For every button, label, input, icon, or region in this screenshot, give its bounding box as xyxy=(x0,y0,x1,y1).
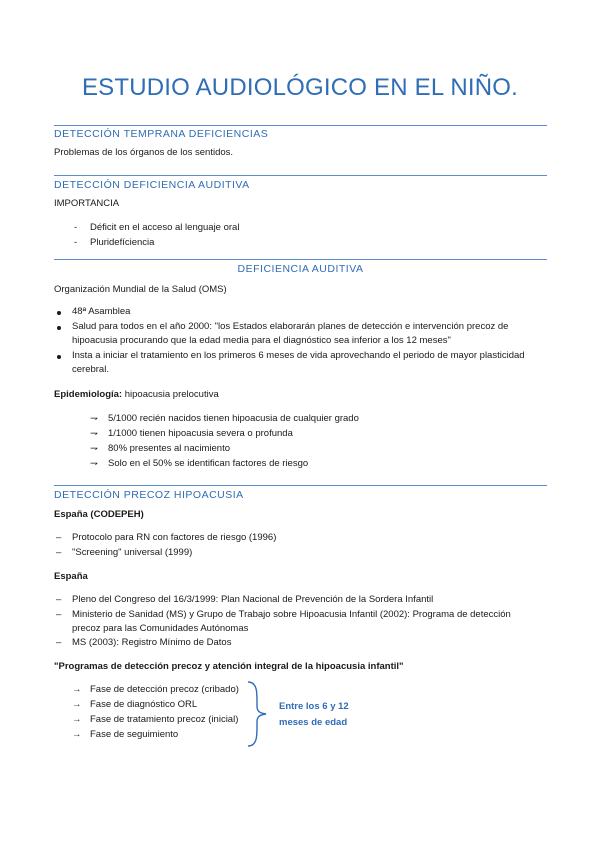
subheading-spain: España xyxy=(54,571,88,582)
dash-marker: – xyxy=(56,532,62,543)
list-item-continuation: precoz para las Comunidades Autónomas xyxy=(72,623,249,634)
dash-marker: – xyxy=(56,609,62,620)
right-arrow-icon: → xyxy=(72,729,82,740)
dash-marker: – xyxy=(56,637,62,648)
list-item: Pleno del Congreso del 16/3/1999: Plan Nacional de Prevención de la Sordera Infantil xyxy=(72,594,434,605)
curly-brace-icon xyxy=(244,680,270,748)
harpoon-arrow-icon: ⇁ xyxy=(90,428,98,439)
right-arrow-icon: → xyxy=(72,684,82,695)
list-item: Ministerio de Sanidad (MS) y Grupo de Trabajo sobre Hipoacusia Infantil (2002): Programa de detección xyxy=(72,609,511,620)
list-item: 1/1000 tienen hipoacusia severa o profunda xyxy=(108,428,293,439)
list-item: Insta a iniciar el tratamiento en los primeros 6 meses de vida aprovechando el periodo de mayor plasticidad xyxy=(72,350,525,361)
phase-item: Fase de detección precoz (cribado) xyxy=(90,684,239,695)
phase-item: Fase de tratamiento precoz (inicial) xyxy=(90,714,239,725)
dash-marker: – xyxy=(56,547,62,558)
list-item: MS (2003): Registro Mínimo de Datos xyxy=(72,637,232,648)
list-item: Salud para todos en el año 2000: "los Estados elaborarán planes de detección e intervención precoz de xyxy=(72,321,509,332)
epidemiology-label: Epidemiología: xyxy=(54,389,123,400)
epidemiology-text: hipoacusia prelocutiva xyxy=(122,389,219,400)
section-heading-deficiencia-auditiva: DEFICIENCIA AUDITIVA xyxy=(237,263,364,275)
list-item-continuation: cerebral. xyxy=(72,364,109,375)
subheading-spain-codepeh: España (CODEPEH) xyxy=(54,509,144,520)
list-item: Protocolo para RN con factores de riesgo (1996) xyxy=(72,532,277,543)
list-item: "Screening" universal (1999) xyxy=(72,547,193,558)
section-divider xyxy=(54,485,547,486)
list-item: 5/1000 recién nacidos tienen hipoacusia de cualquier grado xyxy=(108,413,359,424)
list-item: Déficit en el acceso al lenguaje oral xyxy=(90,222,240,233)
section-heading-deteccion-precoz: DETECCIÓN PRECOZ HIPOACUSIA xyxy=(54,489,244,501)
section-divider xyxy=(54,259,547,260)
page-title: ESTUDIO AUDIOLÓGICO EN EL NIÑO. xyxy=(81,74,519,101)
subheading-importancia: IMPORTANCIA xyxy=(54,198,120,209)
right-arrow-icon: → xyxy=(72,699,82,710)
phase-item: Fase de seguimiento xyxy=(90,729,179,740)
list-item: Pluridefíciencia xyxy=(90,237,155,248)
section-divider xyxy=(54,125,547,126)
phase-item: Fase de diagnóstico ORL xyxy=(90,699,198,710)
bullet-dot xyxy=(57,326,61,330)
section-divider xyxy=(54,175,547,176)
list-item-continuation: hipoacusia procurando que la edad media para el diagnóstico sea inferior a los 12 meses" xyxy=(72,335,451,346)
list-item: 48ª Asamblea xyxy=(72,306,131,317)
harpoon-arrow-icon: ⇁ xyxy=(90,413,98,424)
organization-line: Organización Mundial de la Salud (OMS) xyxy=(54,284,227,295)
section-text: Problemas de los órganos de los sentidos. xyxy=(54,147,234,158)
age-note-line1: Entre los 6 y 12 xyxy=(279,701,349,712)
dash-marker: – xyxy=(56,594,62,605)
section-heading-deteccion-temprana: DETECCIÓN TEMPRANA DEFICIENCIAS xyxy=(54,128,269,140)
age-note-line2: meses de edad xyxy=(279,717,348,728)
dash-marker: - xyxy=(74,222,78,233)
dash-marker: - xyxy=(74,237,78,248)
epidemiology-line xyxy=(54,388,219,402)
program-title: "Programas de detección precoz y atención integral de la hipoacusia infantil" xyxy=(54,661,404,672)
section-heading-deteccion-deficiencia: DETECCIÓN DEFICIENCIA AUDITIVA xyxy=(54,179,250,191)
bullet-dot xyxy=(57,355,61,359)
list-item: 80% presentes al nacimiento xyxy=(108,443,230,454)
harpoon-arrow-icon: ⇁ xyxy=(90,443,98,454)
harpoon-arrow-icon: ⇁ xyxy=(90,458,98,469)
bullet-dot xyxy=(57,311,61,315)
right-arrow-icon: → xyxy=(72,714,82,725)
list-item: Solo en el 50% se identifican factores de riesgo xyxy=(108,458,309,469)
